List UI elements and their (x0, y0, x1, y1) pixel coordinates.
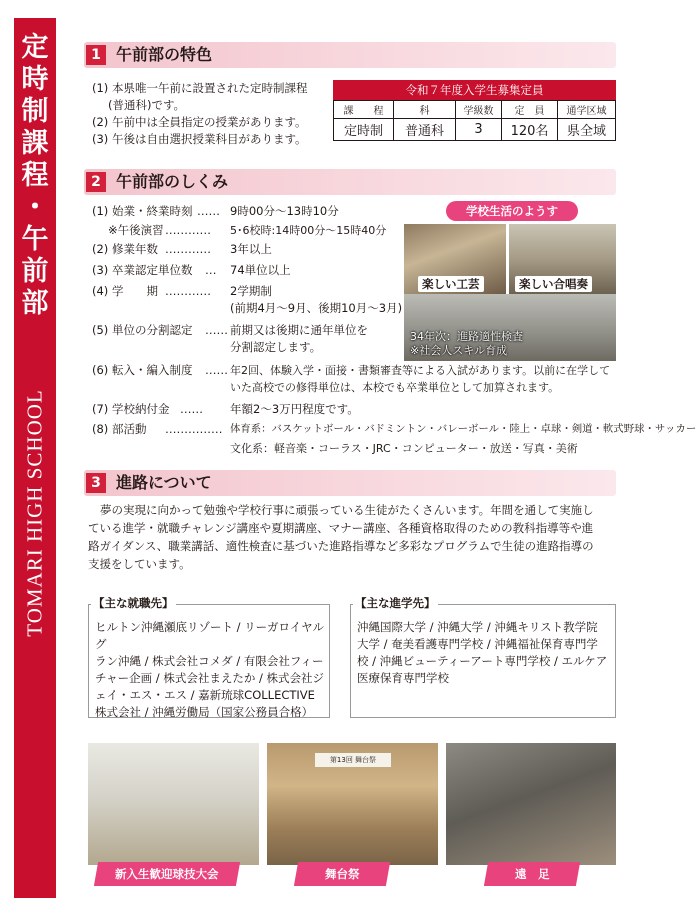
item-dots: … (205, 263, 217, 277)
event-label-text: 新入生歓迎球技大会 (115, 867, 219, 881)
further-education-box (350, 596, 616, 718)
chorus-photo (509, 224, 616, 294)
photo-caption-line: ※社会人スキル育成 (410, 344, 508, 357)
section-3-header (84, 470, 616, 496)
feature-point: (3) 午後は自由選択授業科目があります。 (92, 132, 307, 146)
item-label: (6) 転入・編入制度 (92, 363, 193, 377)
list-item: 医療保育専門学校 (357, 671, 449, 685)
table-header: 科 (394, 101, 456, 119)
side-title-char: 制 (21, 96, 49, 127)
section-title: 進路について (116, 473, 212, 492)
stage-sign: 第13回 舞台祭 (315, 753, 391, 767)
side-title-band (14, 18, 56, 898)
section-2-header (84, 169, 616, 195)
career-paragraph-line: 路ガイダンス、職業講話、適性検査に基づいた進路指導など多彩なプログラムで生徒の進路指導の (88, 539, 594, 553)
list-item: ェイ・エス・エス / 嘉新琉球COLLECTIVE (95, 688, 315, 702)
item-dots: ………… (165, 242, 211, 256)
item-label: (3) 卒業認定単位数 (92, 263, 193, 277)
section-number: 2 (86, 172, 106, 192)
item-value: 前期又は後期に通年単位を (230, 323, 368, 337)
item-value: 3年以上 (230, 242, 272, 256)
item-value: いた高校での修得単位は、本校でも卒業単位として加算されます。 (230, 381, 560, 394)
list-item: ラン沖縄 / 株式会社コメダ / 有限会社フィー (95, 654, 324, 668)
item-label: ※午後演習 (108, 223, 164, 237)
table-header: 定 員 (502, 101, 558, 119)
item-label: (2) 修業年数 (92, 242, 158, 256)
career-paragraph-line: 夢の実現に向かって勉強や学校行事に頑張っている生徒がたくさんいます。年間を通して実施し (100, 503, 594, 517)
side-title-char: 時 (21, 64, 49, 95)
item-value: (前期4月～9月、後期10月～3月) (230, 301, 403, 315)
item-value: 体育系：バスケットボール・バドミントン・バレーボール・陸上・卓球・剣道・軟式野球・サッカー (230, 423, 696, 435)
item-value: 2学期制 (230, 284, 272, 298)
side-title-char: 部 (21, 288, 49, 319)
feature-point: (普通科)です。 (108, 98, 186, 112)
sports-event-photo (88, 743, 259, 865)
item-label: (8) 部活動 (92, 422, 147, 436)
event-label-text: 舞台祭 (324, 867, 360, 881)
crafts-photo (404, 224, 506, 294)
enrollment-title: 令和７年度入学生募集定員 (333, 80, 616, 100)
school-name-english: TOMARI HIGH SCHOOL (22, 389, 47, 637)
side-title (14, 32, 56, 320)
event-label (484, 862, 580, 886)
list-item: ヒルトン沖縄瀬底リゾート / リーガロイヤルグ (95, 620, 324, 651)
stage-festival-photo (267, 743, 438, 865)
item-dots: ………… (165, 284, 211, 298)
further-education-list (357, 619, 607, 687)
side-title-char: 前 (21, 256, 49, 287)
table-header: 課 程 (334, 101, 394, 119)
list-item: 沖縄国際大学 / 沖縄大学 / 沖縄キリスト教学院 (357, 620, 598, 634)
table-cell: 120名 (502, 119, 558, 141)
section-number: 1 (86, 45, 106, 65)
item-dots: …… (205, 323, 228, 337)
photo-caption-line: 34年次：進路適性検査 (410, 330, 523, 343)
career-paragraph-line: ている進学・就職チャレンジ講座や夏期講座、マナー講座、各種資格取得のための教科指導等や進 (88, 521, 594, 535)
feature-point: (2) 午前中は全員指定の授業があります。 (92, 115, 307, 129)
table-cell: 普通科 (394, 119, 456, 141)
table-header: 学級数 (456, 101, 502, 119)
employment-title: 【主な就職先】 (93, 596, 174, 610)
item-value: 5･6校時:14時00分～15時40分 (230, 224, 387, 237)
further-education-title: 【主な進学先】 (355, 596, 436, 610)
item-value: 文化系：軽音楽・コーラス・JRC・コンピューター・放送・写真・美術 (230, 442, 578, 455)
item-value: 分割認定します。 (230, 340, 322, 354)
event-label-text: 遠 足 (514, 867, 550, 881)
table-cell: 3 (456, 119, 502, 141)
item-dots: …………… (165, 422, 223, 436)
career-paragraph-line: 支援をしています。 (88, 557, 191, 571)
item-label: (4) 学 期 (92, 284, 158, 298)
event-label (294, 862, 390, 886)
employment-box (88, 596, 330, 719)
excursion-photo (446, 743, 616, 865)
item-value: 年額2～3万円程度です。 (230, 402, 359, 416)
table-row (334, 119, 616, 141)
classroom-photo (404, 294, 616, 361)
event-label (94, 862, 240, 886)
section-number: 3 (86, 473, 106, 493)
item-label: (5) 単位の分割認定 (92, 323, 193, 337)
side-title-char: ・ (21, 192, 49, 223)
item-dots: …… (180, 402, 203, 416)
section-title: 午前部のしくみ (116, 172, 229, 191)
item-value: 年2回、体験入学・面接・書類審査等による入試があります。以前に在学して (230, 364, 611, 377)
side-title-char: 午 (21, 224, 49, 255)
feature-point: (1) 本県唯一午前に設置された定時制課程 (92, 81, 308, 95)
section-1-header (84, 42, 616, 68)
employment-list (95, 619, 329, 721)
section-title: 午前部の特色 (116, 45, 213, 64)
side-title-char: 課 (21, 128, 49, 159)
item-label: (7) 学校納付金 (92, 402, 170, 416)
list-item: チャー企画 / 株式会社まえたか / 株式会社ジ (95, 671, 325, 685)
school-life-title: 学校生活のようす (446, 201, 578, 221)
item-value: 9時00分～13時10分 (230, 204, 339, 218)
item-dots: …… (205, 363, 228, 377)
table-cell: 県全域 (558, 119, 616, 141)
photo-caption (410, 330, 523, 358)
side-title-char: 程 (21, 160, 49, 191)
item-dots: …… (197, 204, 220, 218)
photo-label: 楽しい工芸 (418, 276, 484, 292)
item-value: 74単位以上 (230, 263, 291, 277)
table-cell: 定時制 (334, 119, 394, 141)
list-item: 校 / 沖縄ビューティーアート専門学校 / エルケア (357, 654, 608, 668)
item-dots: ………… (165, 223, 211, 237)
list-item: 株式会社 / 沖縄労働局（国家公務員合格） (95, 705, 314, 719)
list-item: 大学 / 奄美看護専門学校 / 沖縄福祉保育専門学 (357, 637, 598, 651)
photo-label: 楽しい合唱奏 (515, 276, 592, 292)
item-label: (1) 始業・終業時刻 (92, 204, 193, 218)
enrollment-table (333, 80, 616, 141)
table-header: 通学区域 (558, 101, 616, 119)
side-title-char: 定 (21, 32, 49, 63)
